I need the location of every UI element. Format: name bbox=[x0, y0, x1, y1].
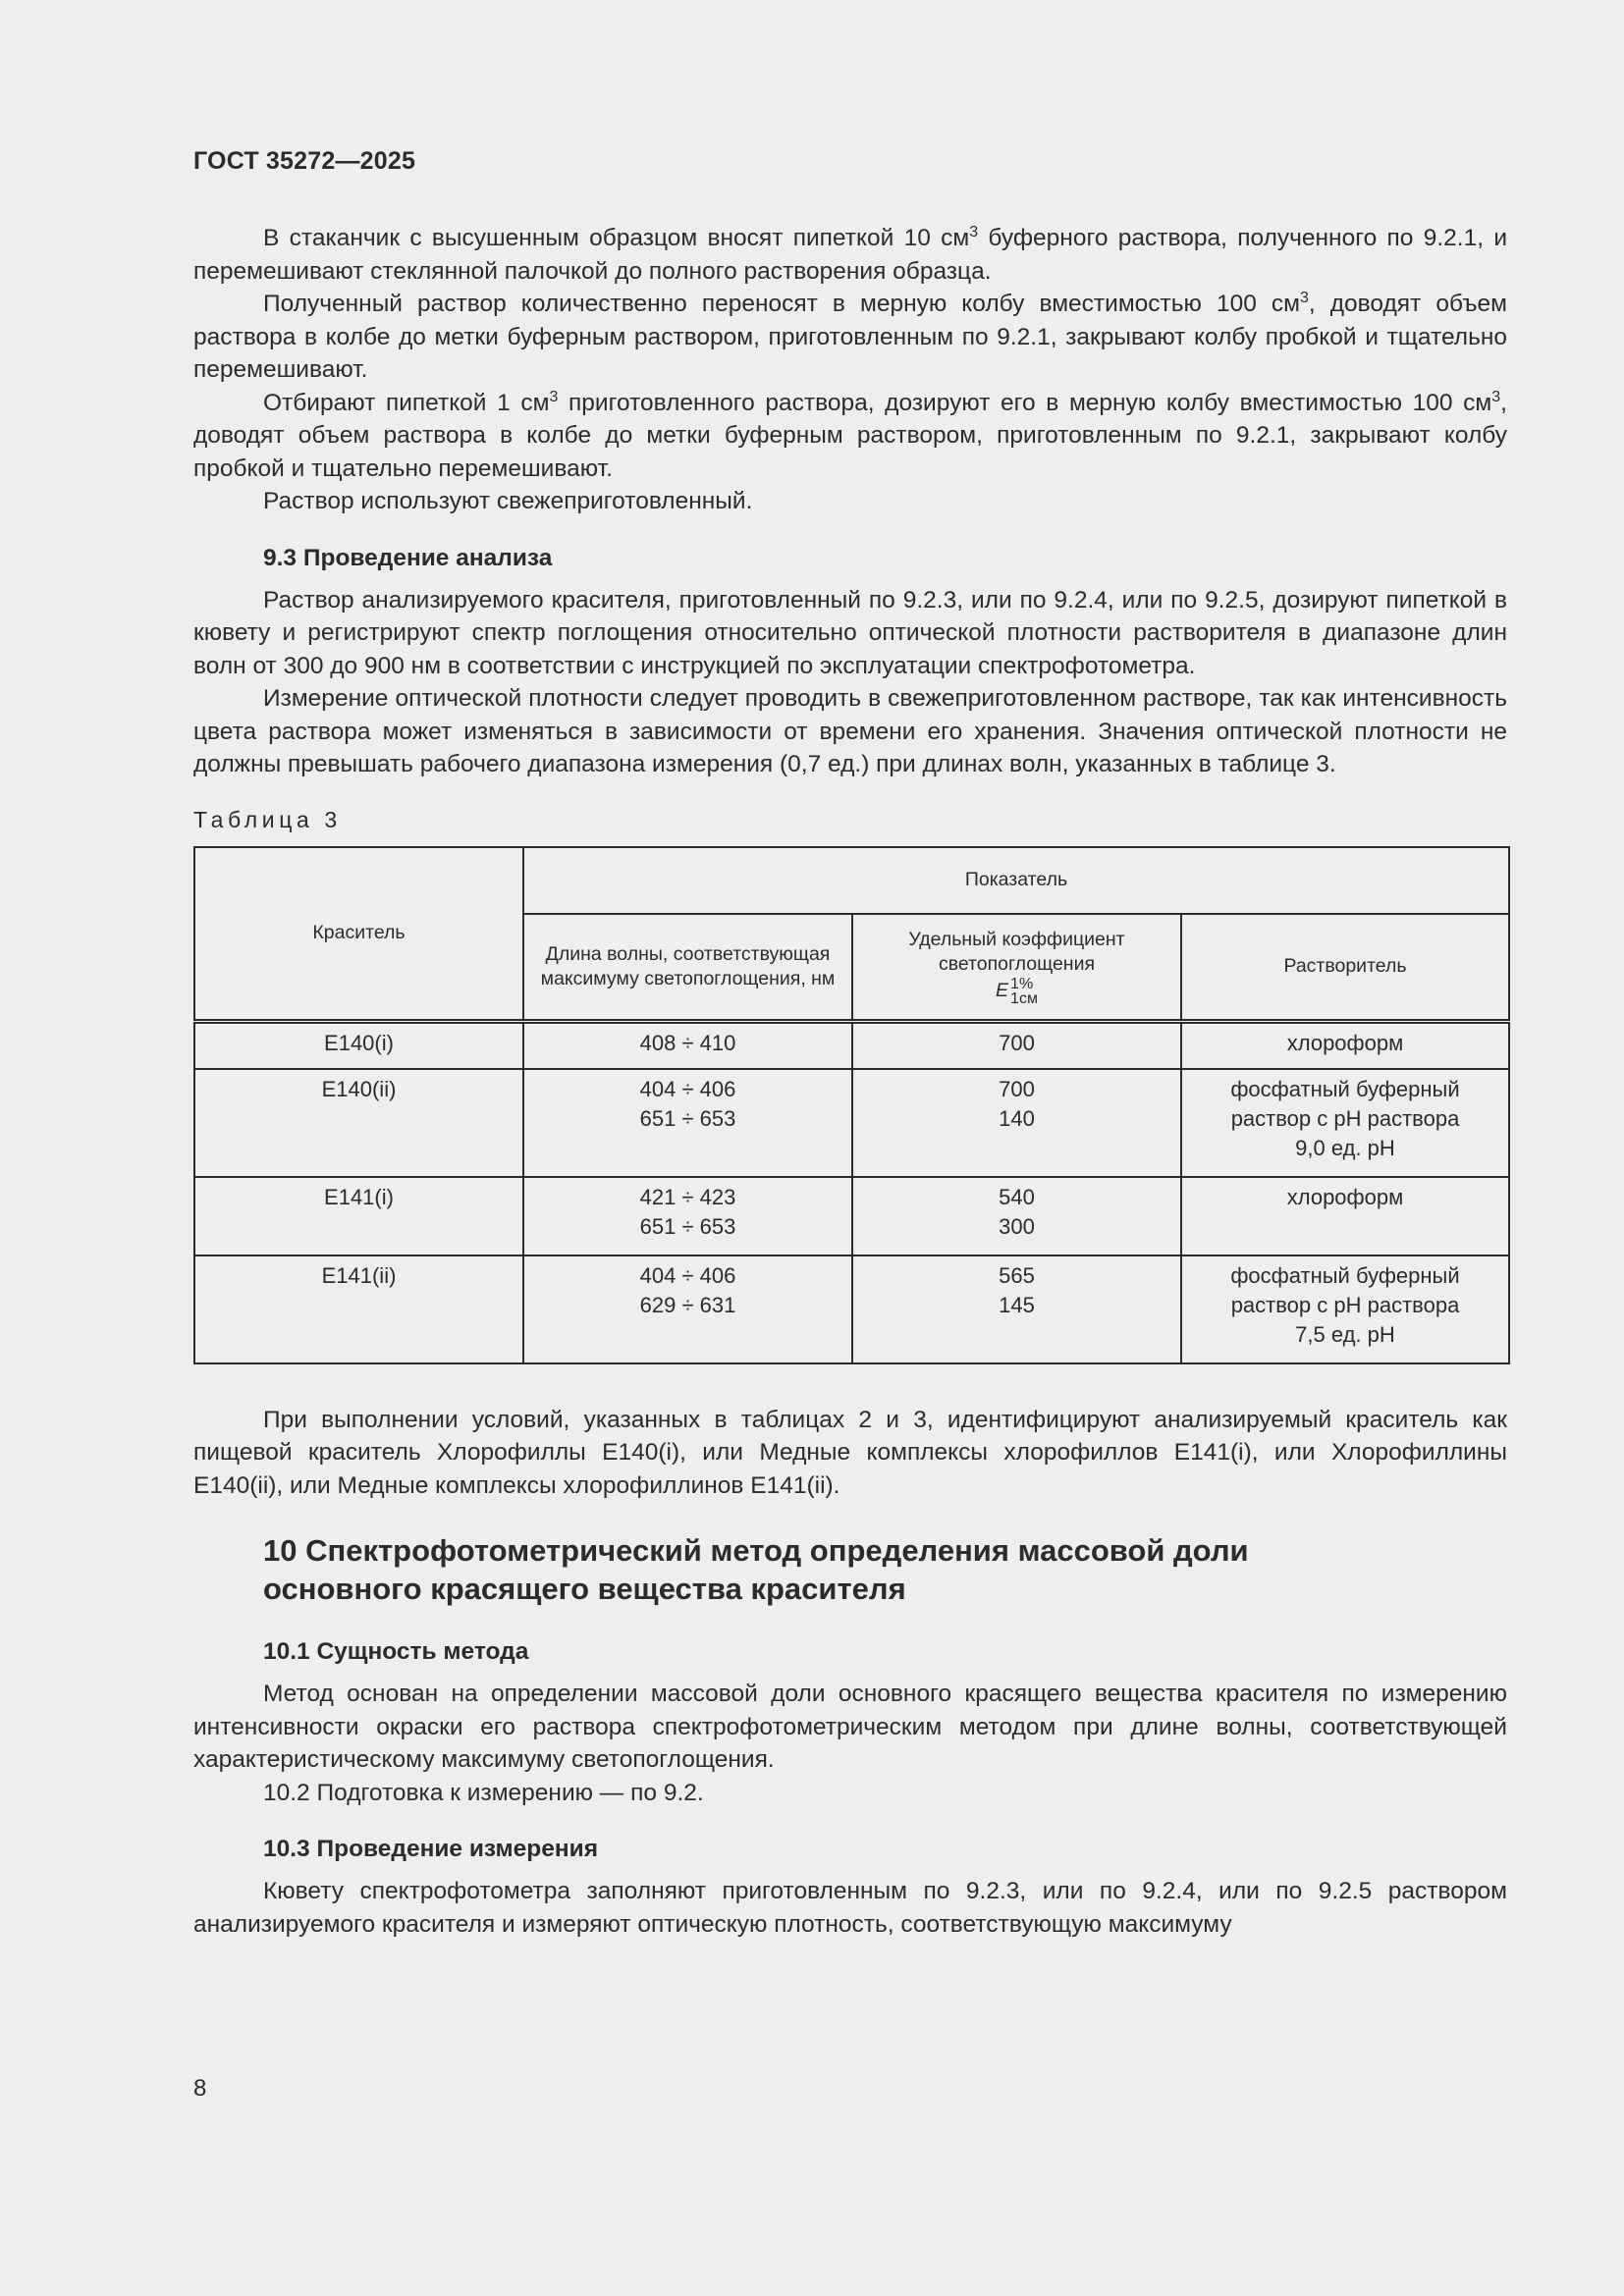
cell-wl bbox=[523, 1069, 852, 1177]
cell-line: 651 ÷ 653 bbox=[639, 1105, 736, 1131]
text-run: буферного раствора, полученного по 9.2.1, и перемешивают стеклянной палочкой до полного растворения образца. bbox=[193, 225, 1507, 285]
paragraph-buffer-addition bbox=[193, 222, 1507, 288]
cell-line: 565 bbox=[999, 1262, 1035, 1288]
column-header-coefficient bbox=[852, 914, 1181, 1022]
paragraph-preparation: 10.2 Подготовка к измерению — по 9.2. bbox=[263, 1779, 704, 1806]
cell-line: хлороформ bbox=[1286, 1184, 1404, 1209]
superscript: 3 bbox=[549, 388, 559, 405]
cell-coef bbox=[852, 1022, 1181, 1069]
cell-wl bbox=[523, 1022, 852, 1069]
text-run: Полученный раствор количественно переносят в мерную колбу вместимостью 100 см bbox=[263, 291, 1300, 317]
cell-line: 540 bbox=[999, 1184, 1035, 1209]
text-run: , доводят объем раствора в колбе до метки буферным раствором, приготовленным по 9.2.1, закрывают колбу пробкой и тщательно перемешивают. bbox=[193, 291, 1507, 383]
cell-coef bbox=[852, 1177, 1181, 1255]
superscript: 3 bbox=[1491, 388, 1501, 405]
superscript: 3 bbox=[1300, 290, 1309, 306]
cell-dye: E141(i) bbox=[194, 1177, 523, 1255]
cell-line: 140 bbox=[999, 1105, 1035, 1131]
coefficient-label: Удельный коэффициент светопоглощения bbox=[908, 928, 1125, 975]
cell-wl bbox=[523, 1255, 852, 1363]
cell-dye: E140(ii) bbox=[194, 1069, 523, 1177]
cell-line: раствор с рН раствора bbox=[1230, 1292, 1460, 1317]
cell-line: 421 ÷ 423 bbox=[639, 1184, 736, 1209]
paragraph-fresh-solution: Раствор используют свежеприготовленный. bbox=[263, 488, 753, 514]
page-number: 8 bbox=[193, 2075, 207, 2102]
column-header-dye: Краситель bbox=[194, 847, 523, 1022]
section-heading-10-3: 10.3 Проведение измерения bbox=[263, 1836, 598, 1862]
table-row bbox=[194, 1069, 1509, 1177]
table-caption: Таблица 3 bbox=[193, 806, 342, 832]
cell-coef bbox=[852, 1255, 1181, 1363]
cell-line: 404 ÷ 406 bbox=[639, 1076, 736, 1101]
cell-line: 404 ÷ 406 bbox=[639, 1262, 736, 1288]
column-header-solvent: Растворитель bbox=[1181, 914, 1509, 1022]
cell-line: 145 bbox=[999, 1292, 1035, 1317]
cell-line: 700 bbox=[999, 1076, 1035, 1101]
text-run: Отбирают пипеткой 1 см bbox=[263, 389, 550, 416]
table-body bbox=[194, 1022, 1509, 1363]
coefficient-scripts bbox=[1010, 977, 1038, 1006]
cell-line: 629 ÷ 631 bbox=[639, 1292, 736, 1317]
cell-wl bbox=[523, 1177, 852, 1255]
document-header: ГОСТ 35272—2025 bbox=[193, 147, 416, 175]
paragraph-method-essence: Метод основан на определении массовой доли основного красящего вещества красителя по измерению интенсивности окраски его раствора спектрофотометрическим методом при длине волны, соответствующей характеристическому максимуму светопоглощения. bbox=[193, 1681, 1507, 1773]
superscript: 3 bbox=[969, 224, 979, 240]
cell-solvent bbox=[1181, 1177, 1509, 1255]
page-content bbox=[193, 222, 1507, 1941]
paragraph-analysis-procedure: Раствор анализируемого красителя, приготовленный по 9.2.3, или по 9.2.4, или по 9.2.5, дозируют пипеткой в кювету и регистрируют спектр поглощения относительно оптической плотности растворителя в диапазоне длин волн от 300 до 900 нм в соответствии с инструкцией по эксплуатации спектрофотометра. bbox=[193, 586, 1507, 679]
paragraph-transfer bbox=[193, 288, 1507, 387]
cell-coef bbox=[852, 1069, 1181, 1177]
cell-line: фосфатный буферный bbox=[1230, 1262, 1460, 1288]
coefficient-superscript: 1% bbox=[1010, 975, 1034, 992]
section-heading-10-1: 10.1 Сущность метода bbox=[263, 1638, 529, 1665]
cell-line: 300 bbox=[999, 1213, 1035, 1239]
cell-line: 7,5 ед. рН bbox=[1295, 1321, 1395, 1347]
paragraph-identification: При выполнении условий, указанных в таблицах 2 и 3, идентифицируют анализируемый краситель как пищевой краситель Хлорофиллы E140(i), или Медные комплексы хлорофиллов E141(i), или Хлорофиллины E140(ii), или Медные комплексы хлорофиллинов E141(ii). bbox=[193, 1406, 1507, 1499]
cell-line: 651 ÷ 653 bbox=[639, 1213, 736, 1239]
coefficient-subscript: 1см bbox=[1010, 989, 1038, 1007]
section-heading-10 bbox=[263, 1531, 1507, 1608]
cell-line: фосфатный буферный bbox=[1230, 1076, 1460, 1101]
cell-dye: E141(ii) bbox=[194, 1255, 523, 1363]
cell-line: хлороформ bbox=[1286, 1031, 1404, 1055]
text-run: приготовленного раствора, дозируют его в мерную колбу вместимостью 100 см bbox=[558, 389, 1492, 416]
table-3 bbox=[193, 846, 1510, 1364]
paragraph-dilution bbox=[193, 387, 1507, 486]
cell-dye: E140(i) bbox=[194, 1022, 523, 1069]
cell-line: раствор с рН раствора bbox=[1230, 1105, 1460, 1131]
section-heading-9-3: 9.3 Проведение анализа bbox=[263, 544, 553, 571]
table-row bbox=[194, 1177, 1509, 1255]
table-row bbox=[194, 1022, 1509, 1069]
cell-solvent bbox=[1181, 1069, 1509, 1177]
column-header-indicator: Показатель bbox=[523, 847, 1509, 914]
cell-line: 700 bbox=[999, 1031, 1035, 1055]
coefficient-letter: E bbox=[996, 979, 1009, 1001]
cell-line: 9,0 ед. рН bbox=[1295, 1135, 1395, 1160]
table-row bbox=[194, 1255, 1509, 1363]
text-run: В стаканчик с высушенным образцом вносят пипеткой 10 см bbox=[263, 225, 970, 251]
heading-line: основного красящего вещества красителя bbox=[263, 1572, 906, 1606]
paragraph-measurement-note: Измерение оптической плотности следует проводить в свежеприготовленном растворе, так как интенсивность цвета раствора может изменяться в зависимости от времени его хранения. Значения оптической плотности не должны превышать рабочего диапазона измерения (0,7 ед.) при длинах волн, указанных в таблице 3. bbox=[193, 685, 1507, 777]
text-run: , доводят объем раствора в колбе до метки буферным раствором, приготовленным по 9.2.1, закрывают колбу пробкой и тщательно перемешивают. bbox=[193, 389, 1507, 482]
cell-solvent bbox=[1181, 1255, 1509, 1363]
cell-solvent bbox=[1181, 1022, 1509, 1069]
coefficient-symbol bbox=[996, 977, 1038, 1006]
cell-line: 408 ÷ 410 bbox=[639, 1031, 736, 1055]
heading-line: 10 Спектрофотометрический метод определения массовой доли bbox=[263, 1533, 1249, 1568]
column-header-wavelength: Длина волны, соответствующая максимуму светопоглощения, нм bbox=[523, 914, 852, 1022]
paragraph-measurement: Кювету спектрофотометра заполняют приготовленным по 9.2.3, или по 9.2.4, или по 9.2.5 раствором анализируемого красителя и измеряют оптическую плотность, соответствующую максимуму bbox=[193, 1878, 1507, 1938]
